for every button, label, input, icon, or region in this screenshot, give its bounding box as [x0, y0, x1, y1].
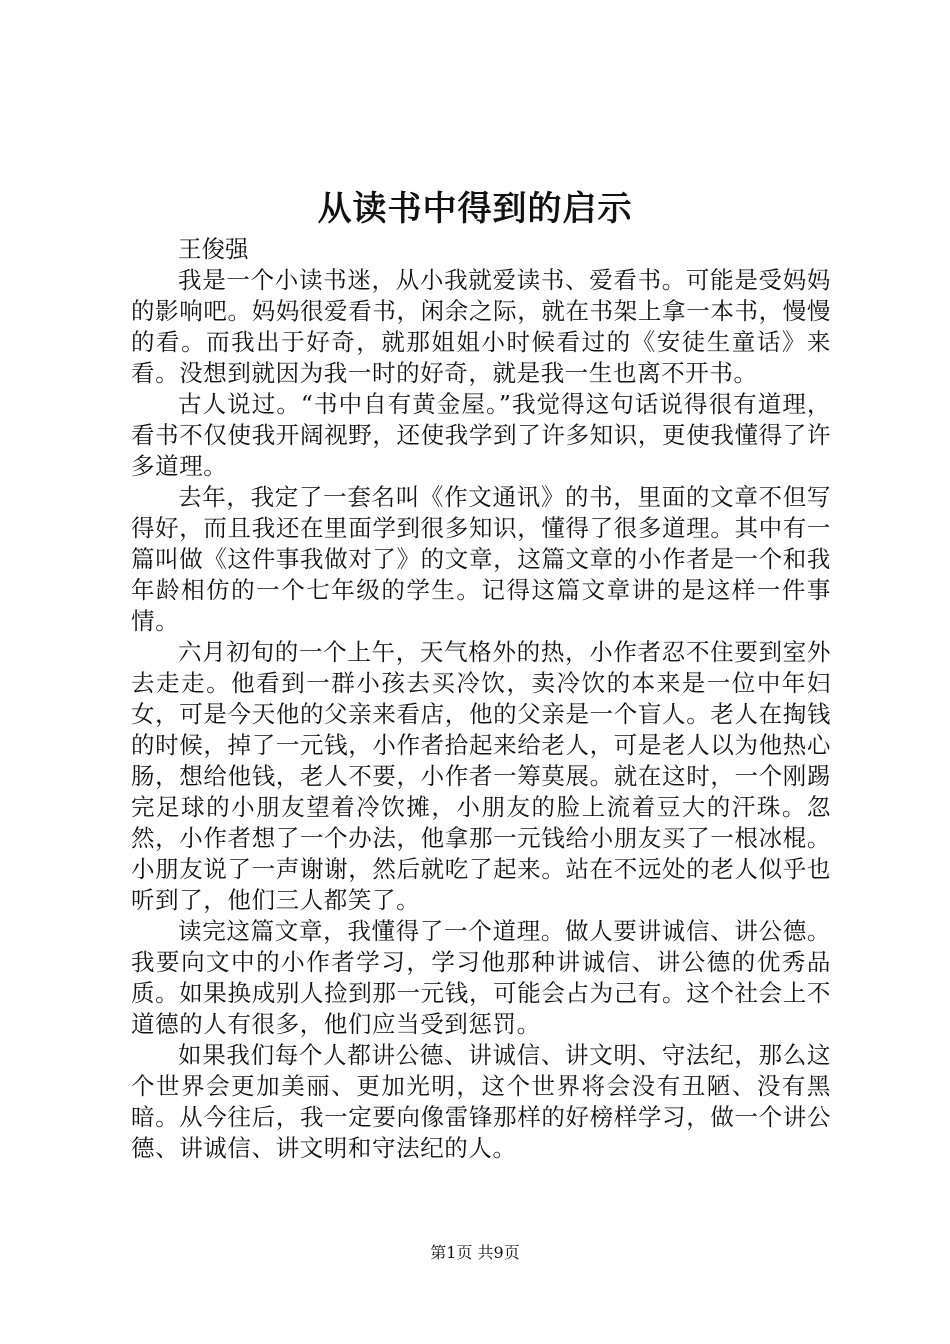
document-title: 从读书中得到的启示	[317, 189, 633, 229]
document-body	[131, 234, 831, 1164]
paragraph-4: 六月初旬的一个上午，天气格外的热，小作者忍不住要到室外去走走。他看到一群小孩去买冷饮，卖冷饮的本来是一位中年妇女，可是今天他的父亲来看店，他的父亲是一个盲人。老人在掏钱的时候，掉了一元钱，小作者拾起来给老人，可是老人以为他热心肠，想给他钱，老人不要，小作者一筹莫展。就在这时，一个刚踢完足球的小朋友望着冷饮摊，小朋友的脸上流着豆大的汗珠。忽然，小作者想了一个办法，他拿那一元钱给小朋友买了一根冰棍。小朋友说了一声谢谢，然后就吃了起来。站在不远处的老人似乎也听到了，他们三人都笑了。	[131, 638, 831, 914]
paragraph-1: 我是一个小读书迷，从小我就爱读书、爱看书。可能是受妈妈的影响吧。妈妈很爱看书，闲余之际，就在书架上拿一本书，慢慢的看。而我出于好奇，就那姐姐小时候看过的《安徒生童话》来看。没想到就因为我一时的好奇，就是我一生也离不开书。	[131, 266, 831, 387]
page-number-footer: 第1页 共9页	[430, 1243, 520, 1262]
paragraph-5: 读完这篇文章，我懂得了一个道理。做人要讲诚信、讲公德。我要向文中的小作者学习，学习他那种讲诚信、讲公德的优秀品质。如果换成别人捡到那一元钱，可能会占为己有。这个社会上不道德的人有很多，他们应当受到惩罚。	[131, 917, 831, 1038]
paragraph-3: 去年，我定了一套名叫《作文通讯》的书，里面的文章不但写得好，而且我还在里面学到很多知识，懂得了很多道理。其中有一篇叫做《这件事我做对了》的文章，这篇文章的小作者是一个和我年龄相仿的一个七年级的学生。记得这篇文章讲的是这样一件事情。	[131, 483, 831, 635]
paragraph-2: 古人说过。“书中自有黄金屋。”我觉得这句话说得很有道理，看书不仅使我开阔视野，还使我学到了许多知识，更使我懂得了许多道理。	[131, 390, 831, 480]
author-name: 王俊强	[178, 235, 249, 263]
paragraph-6: 如果我们每个人都讲公德、讲诚信、讲文明、守法纪，那么这个世界会更加美丽、更加光明，这个世界将会没有丑陋、没有黑暗。从今往后，我一定要向像雷锋那样的好榜样学习，做一个讲公德、讲诚信、讲文明和守法纪的人。	[131, 1041, 831, 1162]
